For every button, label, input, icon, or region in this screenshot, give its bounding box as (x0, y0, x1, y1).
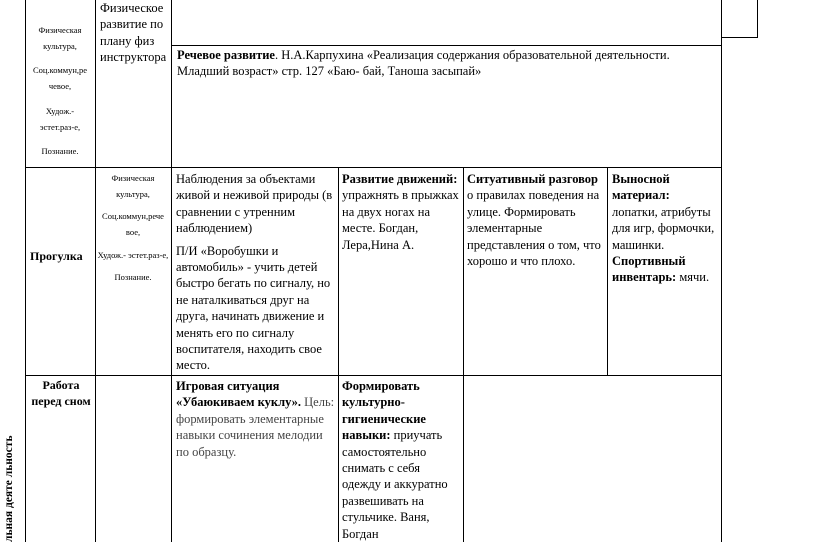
material-cell (612, 171, 718, 286)
before-sleep-label: Работа перед сном (31, 378, 91, 408)
skills-cell (342, 378, 460, 542)
area-item: Физическая культура, (111, 173, 155, 200)
talk-label: Ситуативный разговор (467, 172, 598, 186)
sport-label: Спортивный инвентарь: (612, 254, 686, 285)
area-item: Познание. (114, 271, 152, 282)
sport-text: мячи. (676, 270, 710, 285)
walk-label: Прогулка (30, 249, 83, 263)
skills-label: Формировать культурно-гигиенические навыки: (342, 379, 426, 443)
speech-label: Речевое развитие (177, 48, 275, 62)
area-item: Соц.коммун,ре чевое, (32, 65, 88, 92)
movement-text: упражнять в прыжках на двух ногах на месте. Богдан, Лера,Нина А. (342, 188, 459, 252)
grid-line (171, 45, 721, 46)
walk-areas-list (97, 170, 169, 285)
grid-line (171, 0, 172, 542)
grid-line (338, 167, 339, 542)
activity-cell (100, 0, 170, 66)
grid-line (25, 375, 721, 376)
talk-text: о правилах поведения на улице. Формировать элементарные представления о том, что хорошо и что плохо. (467, 188, 601, 269)
material-label: Выносной материал: (612, 172, 670, 203)
speech-text: . Н.А.Карпухина «Реализация содержания образовательной деятельности. Младший возраст» стр. 127 «Баю- бай, Таноша засыпай» (177, 48, 670, 79)
grid-line (757, 0, 758, 38)
area-item: Худож.- эстет.раз-е, (39, 105, 81, 132)
grid-line (607, 167, 608, 375)
play-situation-cell (176, 378, 336, 460)
grid-line (721, 0, 722, 542)
material-text: лопатки, атрибуты для игр, формочки, машинки. (612, 204, 715, 252)
grid-line (721, 37, 757, 38)
movement-label: Развитие движений: (342, 172, 458, 186)
observation-cell (176, 171, 336, 374)
side-vertical-label: льная деяте льность (3, 435, 15, 542)
speech-development-cell (177, 47, 717, 80)
play-situation-text: Цель: формировать элементарные навыки сочинения мелодии по образцу. (176, 395, 335, 459)
area-item: Соц.коммун,рече вое, (102, 211, 164, 238)
grid-line (25, 167, 721, 168)
activity-text: Физическое развитие по плану физ инструктора (100, 1, 167, 65)
outdoor-game-text: П/И «Воробушки и автомобиль» - учить детей быстро бегать по сигналу, но не наталкиваться друг на друга, начинать движение и менять его по сигналу воспитателя, находить свое место. (176, 243, 331, 373)
skills-text: приучать самостоятельно снимать с себя одежду и аккуратно развешивать на стульчике. Ваня, Богдан (342, 428, 448, 541)
area-item: Худож.- эстет.раз-е, (97, 249, 169, 260)
grid-line (95, 0, 96, 542)
observation-text: Наблюдения за объектами живой и неживой природы (в сравнении с утренним наблюдением) (176, 172, 333, 236)
talk-cell (467, 171, 605, 269)
area-item: Познание. (41, 145, 79, 156)
education-areas-list (28, 22, 92, 159)
movement-cell (342, 171, 460, 253)
area-item: Физическая культура, (38, 25, 82, 52)
grid-line (463, 167, 464, 542)
play-situation-label: Игровая ситуация «Убаюкиваем куклу». (176, 379, 302, 410)
grid-line (25, 0, 26, 542)
